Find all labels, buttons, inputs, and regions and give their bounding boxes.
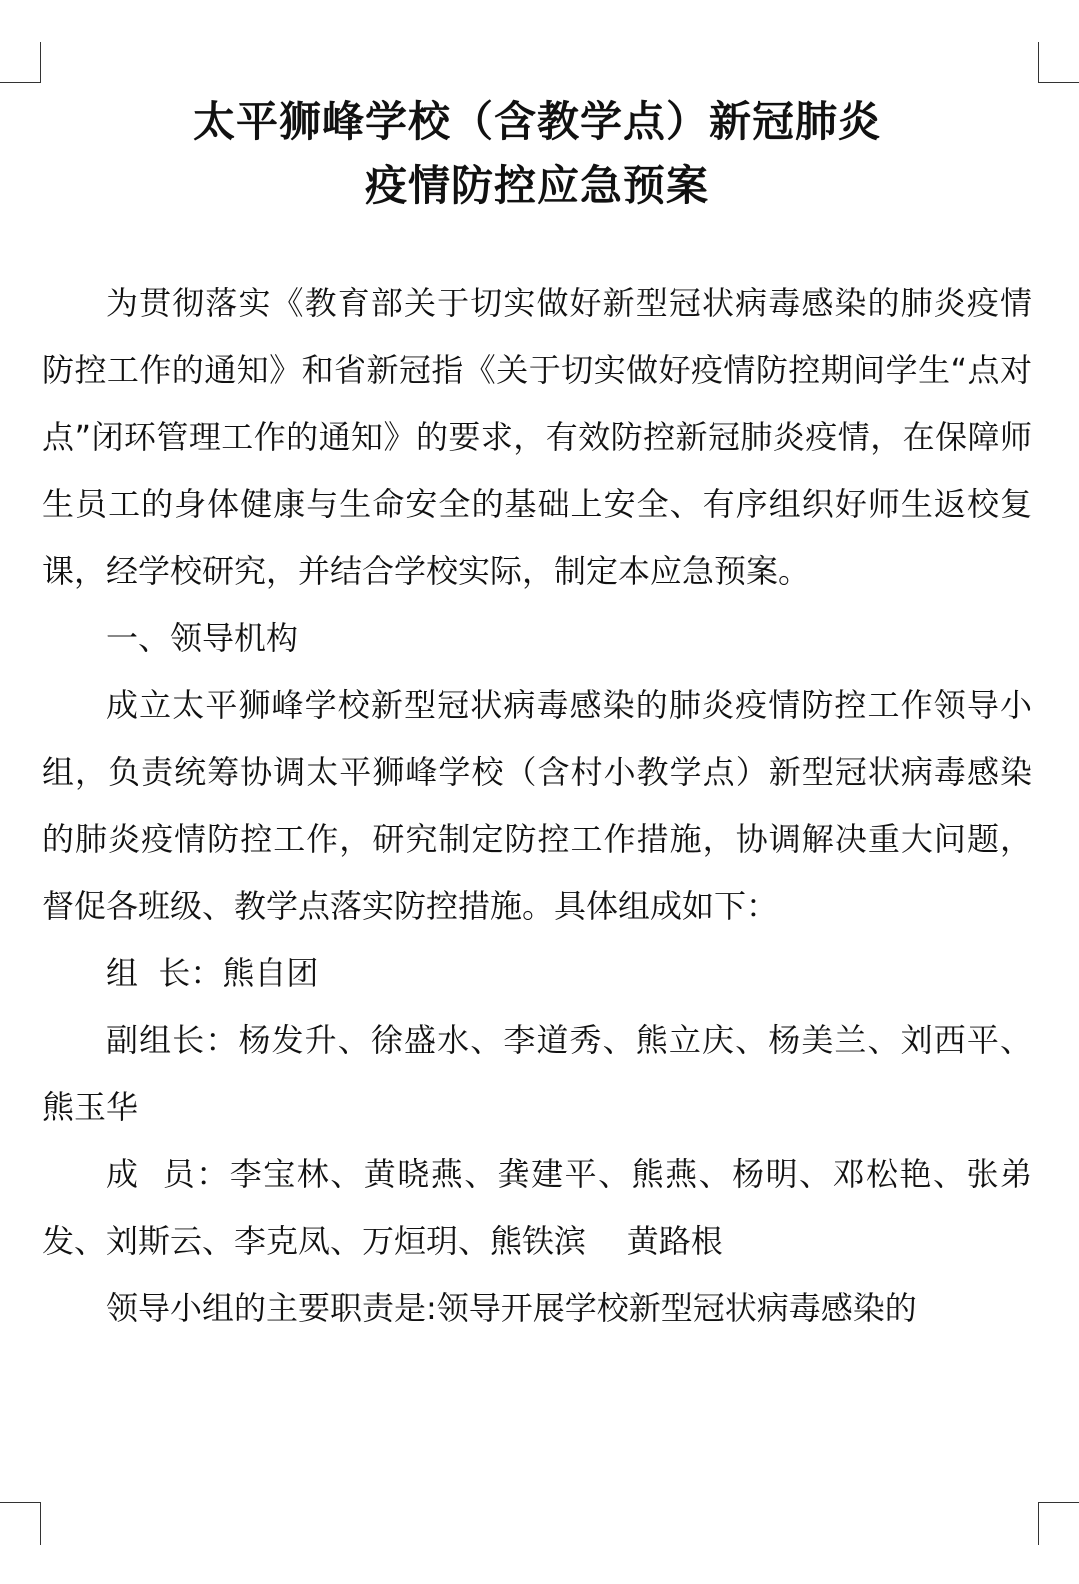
crop-mark-bottom-right bbox=[1038, 1502, 1079, 1545]
crop-mark-bottom-left bbox=[0, 1502, 41, 1545]
document-body bbox=[42, 270, 1032, 1342]
document-title bbox=[42, 90, 1032, 218]
crop-mark-top-right bbox=[1038, 42, 1079, 83]
deputy-leaders-line: 副组长：杨发升、徐盛水、李道秀、熊立庆、杨美兰、刘西平、熊玉华 bbox=[42, 1021, 1032, 1126]
title-line-2: 疫情防控应急预案 bbox=[364, 161, 709, 210]
duties-paragraph: 领导小组的主要职责是:领导开展学校新型冠状病毒感染的 bbox=[106, 1289, 917, 1327]
crop-mark-top-left bbox=[0, 42, 41, 83]
document-page bbox=[42, 90, 1032, 1342]
group-leader-line: 组 长：熊自团 bbox=[106, 954, 319, 992]
title-line-1: 太平狮峰学校（含教学点）新冠肺炎 bbox=[192, 97, 881, 146]
members-line: 成 员：李宝林、黄晓燕、龚建平、熊燕、杨明、邓松艳、张弟发、刘斯云、李克凤、万烜玥、熊铁滨 黄路根 bbox=[42, 1155, 1032, 1260]
leadership-paragraph: 成立太平狮峰学校新型冠状病毒感染的肺炎疫情防控工作领导小组，负责统筹协调太平狮峰学校（含村小教学点）新型冠状病毒感染的肺炎疫情防控工作，研究制定防控工作措施，协调解决重大问题，督促各班级、教学点落实防控措施。具体组成如下： bbox=[42, 686, 1032, 925]
intro-paragraph: 为贯彻落实《教育部关于切实做好新型冠状病毒感染的肺炎疫情防控工作的通知》和省新冠指《关于切实做好疫情防控期间学生“点对点”闭环管理工作的通知》的要求，有效防控新冠肺炎疫情，在保障师生员工的身体健康与生命安全的基础上安全、有序组织好师生返校复课，经学校研究，并结合学校实际，制定本应急预案。 bbox=[42, 284, 1032, 590]
section-heading-leadership: 一、领导机构 bbox=[106, 619, 299, 657]
